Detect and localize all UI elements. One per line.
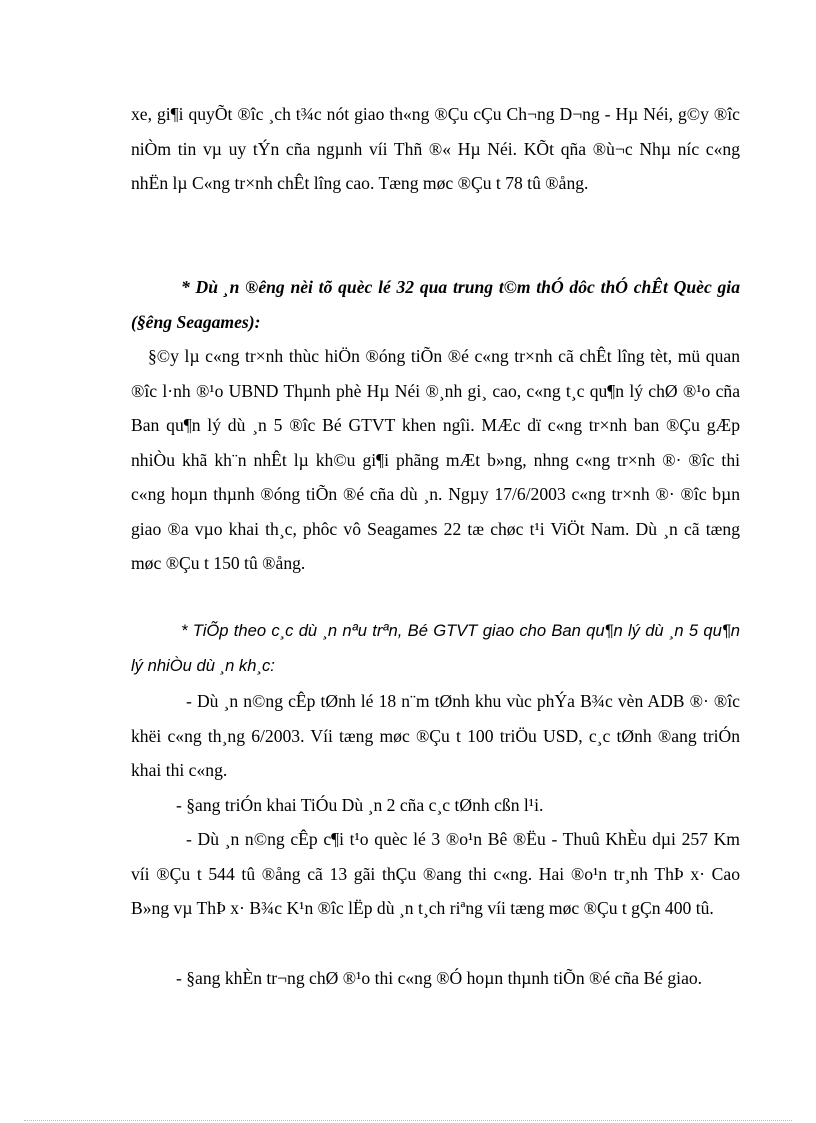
heading-text: * TiÕp theo c¸c dù ¸n nªu trªn, Bé GTVT giao cho Ban qu¶n lý dù ¸n 5 qu¶n lý nhiÒu dù ¸n kh¸c: [131, 621, 740, 675]
list-item [131, 684, 740, 788]
list-item [131, 961, 740, 996]
section-heading-other-projects [131, 614, 740, 683]
heading-text: * Dù ¸n ®êng nèi tõ quèc lé 32 qua trung t©m thÓ dôc thÓ chÊt Quèc gia (§êng Seagames): [131, 277, 740, 332]
paragraph-text: §©y lµ c«ng tr×nh thùc hiÖn ®óng tiÕn ®é c«ng tr×nh cã chÊt lîng tèt, mü quan ®îc l·nh ®¹o UBND Thµnh phè Hµ Néi ®¸nh gi¸ cao, c«ng t¸c qu¶n lý chØ ®¹o cña Ban qu¶n lý dù ¸n 5 ®îc Bé GTVT khen ngîi. MÆc dï c«ng tr×nh ban ®Çu gÆp nhiÒu khã kh¨n nhÊt lµ kh©u gi¶i phãng mÆt b»ng, nhng c«ng tr×nh ®· ®îc thi c«ng hoµn thµnh ®óng tiÕn ®é cña dù ¸n. Ngµy 17/6/2003 c«ng tr×nh ®· ®îc bµn giao ®a vµo khai th¸c, phôc vô Seagames 22 tæ chøc t¹i ViÖt Nam. Dù ¸n cã tæng møc ®Çu t 150 tû ®ång. [131, 346, 740, 573]
body-paragraph [131, 97, 740, 201]
body-paragraph [131, 339, 740, 581]
list-item [131, 788, 740, 823]
page-bottom-divider [24, 1120, 792, 1121]
section-heading-seagames [131, 270, 740, 339]
list-item [131, 822, 740, 926]
list-item-text: - Dù ¸n n©ng cÊp tØnh lé 18 n¨m tØnh khu vùc phÝa B¾c vèn ADB ®· ®îc khëi c«ng th¸ng 6/2003. Víi tæng møc ®Çu t 100 triÖu USD, c¸c tØnh ®ang triÓn khai thi c«ng. [131, 691, 740, 780]
list-item-text: - §ang khÈn tr¬ng chØ ®¹o thi c«ng ®Ó hoµn thµnh tiÕn ®é cña Bé giao. [176, 968, 703, 988]
paragraph-text: xe, gi¶i quyÕt ®îc ¸ch t¾c nót giao th«ng ®Çu cÇu Ch¬ng D¬ng - Hµ Néi, g©y ®îc niÒm tin vµ uy tÝn cña ngµnh víi Thñ ®« Hµ Néi. KÕt qña ®ù¬c Nhµ níc c«ng nhËn lµ C«ng tr×nh chÊt lîng cao. Tæng møc ®Çu t 78 tû ®ång. [131, 104, 740, 193]
list-item-text: - §ang triÓn khai TiÓu Dù ¸n 2 cña c¸c tØnh cßn l¹i. [176, 795, 544, 815]
list-item-text: - Dù ¸n n©ng cÊp c¶i t¹o quèc lé 3 ®o¹n Bê ®Ëu - Thuû KhÈu dµi 257 Km víi ®Çu t 544 tû ®ång cã 13 gãi thÇu ®ang thi c«ng. Hai ®o¹n tr¸nh ThÞ x· Cao B»ng vµ ThÞ x· B¾c K¹n ®îc lËp dù ¸n t¸ch riªng víi tæng møc ®Çu t gÇn 400 tû. [131, 829, 740, 918]
